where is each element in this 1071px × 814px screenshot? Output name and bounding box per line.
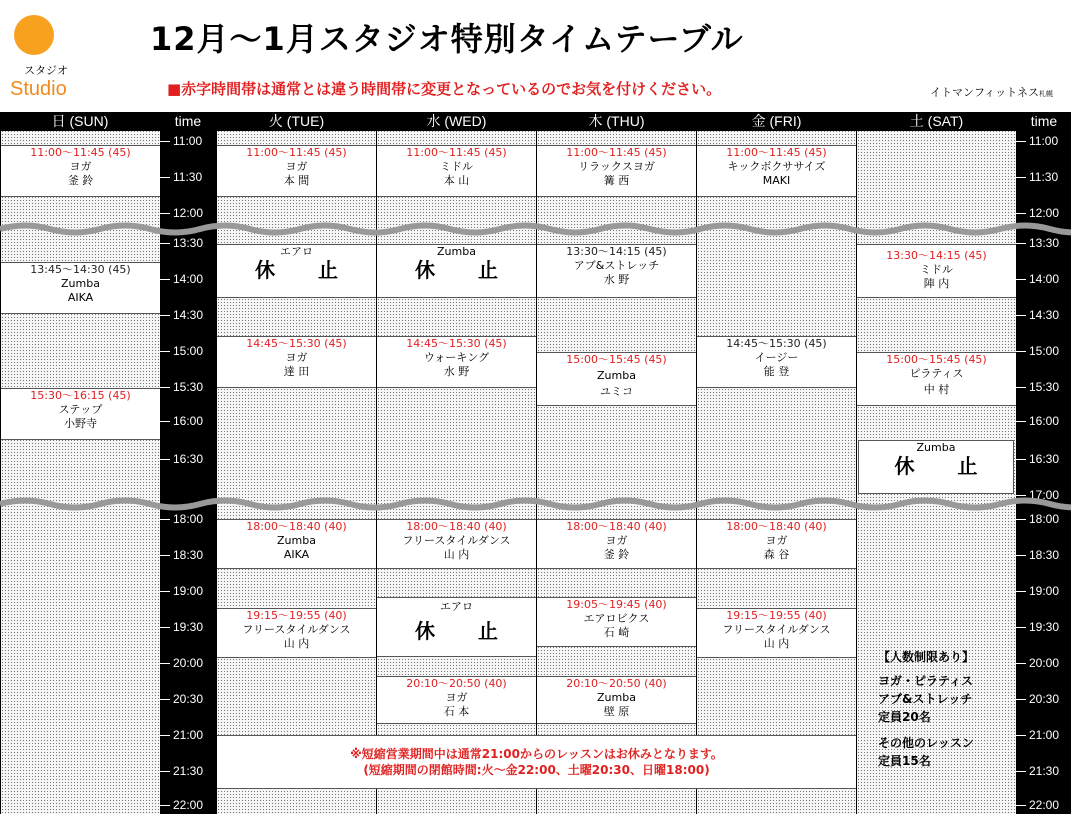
column-sun [0,112,160,814]
lesson-name: Zumba [597,369,636,382]
lesson-time: 13:30〜14:15 (45) [886,249,987,262]
right-time-label: 22:00 [1016,798,1059,812]
right-time-label: 15:30 [1016,380,1059,394]
lesson-thu-yoga[interactable] [537,519,696,569]
lesson-time: 18:00〜18:40 (40) [566,520,667,533]
lesson-name: エアロ [280,245,313,258]
lesson-instructor: 山 内 [443,548,470,561]
lesson-tue-yoga-2[interactable] [217,336,376,388]
lesson-instructor: 達 田 [283,365,310,378]
lesson-instructor: 本 間 [283,174,310,187]
lesson-wed-middle[interactable] [377,145,536,197]
cancelled-label: 休 止 [894,454,996,478]
logo-kana: スタジオ [24,64,68,77]
column-fri [696,112,856,814]
page-title: 12月〜1月スタジオ特別タイムテーブル [150,20,744,58]
cancelled-label: 休 止 [415,619,516,643]
right-time-label: 11:30 [1016,170,1058,184]
right-time-label: 14:30 [1016,308,1059,322]
capacity-line: アブ&ストレッチ [878,692,973,706]
lesson-name: Zumba [916,441,956,454]
left-time-label: 18:00 [160,512,203,526]
red-time-notice: ■赤字時間帯は通常とは違う時間帯に変更となっているのでお気を付けください。 [167,80,722,98]
cancelled-label: 休 止 [255,258,356,282]
capacity-line: その他のレッスン [878,736,974,750]
lesson-tue-zumba[interactable] [217,519,376,569]
lesson-name: ピラティス [909,367,964,380]
lesson-name: リラックスヨガ [578,160,655,173]
lesson-name: ヨガ [605,534,628,547]
lesson-thu-zumba-2[interactable] [537,676,696,724]
lesson-fri-kickbox[interactable] [697,145,856,197]
lesson-instructor: 中 村 [923,383,950,396]
capacity-line: 定員15名 [878,754,931,768]
capacity-line: 定員20名 [878,710,931,724]
lesson-instructor: 森 谷 [763,548,790,561]
lesson-instructor: 水 野 [603,273,630,286]
lesson-name: エアロ [440,600,473,613]
right-time-label: 13:30 [1016,236,1059,250]
short-hours-line-1: ※短縮営業期間中は通常21:00からのレッスンはお休みとなります。 [350,747,723,761]
brand-name: イトマンフィットネス札幌 [930,86,1054,99]
lesson-instructor: 能 登 [763,365,790,378]
lesson-time: 13:30〜14:15 (45) [566,245,667,258]
lesson-thu-aerobics[interactable] [537,597,696,647]
lesson-wed-aero-cancelled[interactable] [377,597,536,657]
header-time-right: time [1017,112,1071,131]
short-hours-line-2: (短縮期間の閉館時間:火〜金22:00、土曜20:30、日曜18:00) [363,763,710,777]
lesson-name: キックボクササイズ [727,160,826,173]
capacity-limit-note [878,648,974,770]
right-time-label: 20:00 [1016,656,1059,670]
header-sat: 土 (SAT) [857,112,1016,131]
lesson-time: 14:45〜15:30 (45) [406,337,507,350]
lesson-name: アブ&ストレッチ [573,259,660,272]
lesson-time: 11:00〜11:45 (45) [30,146,131,159]
lesson-time: 11:00〜11:45 (45) [246,146,347,159]
cancelled-label: 休 止 [415,258,516,282]
lesson-name: Zumba [597,691,636,704]
lesson-instructor: 本 山 [443,174,470,187]
lesson-tue-yoga[interactable] [217,145,376,197]
left-time-label: 21:00 [160,728,203,742]
lesson-name: ヨガ [445,691,468,704]
lesson-name: ウォーキング [423,351,490,364]
right-time-label: 21:30 [1016,764,1059,778]
lesson-time: 11:00〜11:45 (45) [566,146,667,159]
lesson-thu-relax-yoga[interactable] [537,145,696,197]
lesson-instructor: 釜 鈴 [603,548,630,561]
left-time-label: 13:30 [160,236,203,250]
lesson-instructor: 小野寺 [64,417,97,430]
lesson-wed-freestyle[interactable] [377,519,536,569]
capacity-title: 【人数制限あり】 [878,650,975,664]
left-time-label: 14:30 [160,308,203,322]
left-time-label: 16:30 [160,452,203,466]
lesson-time: 15:00〜15:45 (45) [886,353,987,366]
header-time-left: time [160,112,216,131]
lesson-instructor: 山 内 [283,637,310,650]
lesson-tue-aero-cancelled[interactable] [217,244,376,298]
right-time-label: 17:00 [1016,488,1059,502]
lesson-name: フリースタイルダンス [402,534,511,547]
lesson-time: 20:10〜20:50 (40) [406,677,507,690]
right-time-label: 20:30 [1016,692,1059,706]
header-thu: 木 (THU) [537,112,696,131]
right-time-label: 12:00 [1016,206,1059,220]
left-time-label: 20:00 [160,656,203,670]
lesson-time: 11:00〜11:45 (45) [406,146,507,159]
studio-logo-circle [14,15,54,55]
lesson-instructor: MAKI [762,174,791,187]
lesson-name: イージー [754,351,799,364]
lesson-name: ヨガ [285,351,308,364]
lesson-time: 20:10〜20:50 (40) [566,677,667,690]
lesson-name: フリースタイルダンス [242,623,351,636]
left-time-label: 19:00 [160,584,203,598]
right-time-label: 11:00 [1016,134,1058,148]
lesson-fri-yoga[interactable] [697,519,856,569]
right-time-label: 16:30 [1016,452,1059,466]
left-time-label: 14:00 [160,272,203,286]
lesson-name: ヨガ [285,160,308,173]
lesson-instructor: AIKA [283,548,310,561]
left-time-label: 15:00 [160,344,203,358]
lesson-time: 18:00〜18:40 (40) [406,520,507,533]
left-time-label: 22:00 [160,798,203,812]
lesson-instructor: 釜 鈴 [67,174,94,187]
lesson-name: Zumba [61,277,100,290]
lesson-name: ミドル [920,263,953,276]
lesson-tue-freestyle[interactable] [217,608,376,658]
lesson-wed-walking[interactable] [377,336,536,388]
right-time-label: 19:00 [1016,584,1059,598]
lesson-name: ヨガ [765,534,788,547]
lesson-thu-ab-stretch[interactable] [537,244,696,298]
lesson-sun-zumba[interactable] [1,262,160,314]
lesson-instructor: 石 崎 [603,626,630,639]
lesson-name: フリースタイルダンス [722,623,831,636]
logo-studio: Studio [10,78,67,100]
lesson-instructor: 石 本 [443,705,470,718]
lesson-sat-middle[interactable] [857,244,1016,298]
lesson-fri-freestyle[interactable] [697,608,856,658]
right-time-label: 15:00 [1016,344,1059,358]
lesson-time: 18:00〜18:40 (40) [726,520,827,533]
lesson-name: エアロビクス [583,612,650,625]
left-time-label: 15:30 [160,380,203,394]
lesson-instructor: 篝 西 [603,174,630,187]
lesson-sat-zumba-cancelled[interactable] [858,440,1014,494]
header-tue: 火 (TUE) [217,112,376,131]
lesson-wed-yoga[interactable] [377,676,536,724]
left-time-label: 12:00 [160,206,203,220]
right-time-label: 18:30 [1016,548,1059,562]
right-time-label: 16:00 [1016,414,1059,428]
timetable-grid [0,112,1071,814]
lesson-time: 14:45〜15:30 (45) [246,337,347,350]
lesson-sun-step[interactable] [1,388,160,440]
header-fri: 金 (FRI) [697,112,856,131]
lesson-time: 14:45〜15:30 (45) [726,337,827,350]
time-break-wave-top [0,222,1071,236]
left-time-label: 19:30 [160,620,203,634]
lesson-sat-pilates[interactable] [857,352,1016,406]
lesson-name: ヨガ [69,160,92,173]
left-time-label: 11:00 [160,134,202,148]
short-hours-notice [217,735,856,789]
lesson-name: Zumba [437,245,476,258]
lesson-time: 18:00〜18:40 (40) [246,520,347,533]
lesson-instructor: 陣 内 [923,277,950,290]
lesson-name: ステップ [58,403,103,416]
right-time-label: 19:30 [1016,620,1059,634]
left-time-label: 20:30 [160,692,203,706]
lesson-time: 15:00〜15:45 (45) [566,353,667,366]
column-tue [216,112,376,814]
lesson-time: 19:15〜19:55 (40) [246,609,347,622]
left-time-label: 18:30 [160,548,203,562]
lesson-fri-easy[interactable] [697,336,856,388]
lesson-wed-zumba-cancelled[interactable] [377,244,536,298]
capacity-line: ヨガ・ピラティス [878,674,974,688]
lesson-time: 13:45〜14:30 (45) [30,263,131,276]
header-sun: 日 (SUN) [0,112,160,131]
lesson-time: 15:30〜16:15 (45) [30,389,131,402]
lesson-time: 19:05〜19:45 (40) [566,598,667,611]
lesson-time: 11:00〜11:45 (45) [726,146,827,159]
right-time-label: 21:00 [1016,728,1059,742]
left-time-label: 21:30 [160,764,203,778]
lesson-instructor: ユミコ [600,385,633,398]
lesson-name: Zumba [277,534,316,547]
left-time-label: 16:00 [160,414,203,428]
header-wed: 水 (WED) [377,112,536,131]
lesson-instructor: 山 内 [763,637,790,650]
lesson-instructor: 水 野 [443,365,470,378]
lesson-thu-zumba[interactable] [537,352,696,406]
lesson-instructor: AIKA [67,291,94,304]
right-time-label: 14:00 [1016,272,1059,286]
lesson-sun-yoga[interactable] [1,145,160,197]
right-time-label: 18:00 [1016,512,1059,526]
left-time-label: 11:30 [160,170,202,184]
time-break-wave-bottom [0,497,1071,511]
lesson-instructor: 壁 原 [603,705,630,718]
lesson-time: 19:15〜19:55 (40) [726,609,827,622]
lesson-name: ミドル [440,160,473,173]
